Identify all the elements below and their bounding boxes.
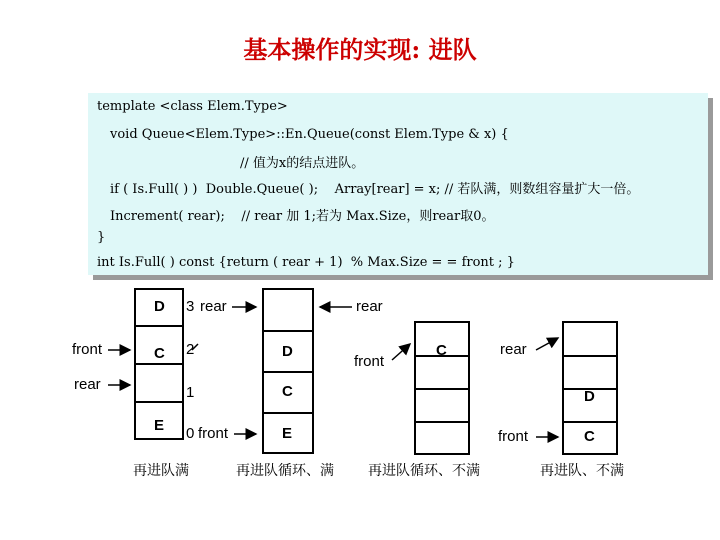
code-line-4: if ( Is.Full( ) ) Double.Queue( ); Array[rear] = x; // 若队满，则数组容量扩大一倍。 [110,182,640,197]
code-line-6: } [97,230,106,245]
queue4-front-label: front [498,428,529,445]
queue1-front-label: front [72,341,103,358]
queue4-value-1: D [584,388,595,405]
queue2-rear-label: rear [356,298,383,315]
queue1-index-3: 3 [186,298,195,315]
code-line-5: Increment( rear); // rear 加 1;若为 Max.Size，则rear取0。 [110,209,495,224]
queue1-index2-arrow [192,344,198,350]
queue3-front-arrow [392,344,410,360]
queue2-value-2: D [282,343,293,360]
queue1-rear-label: rear [200,298,227,315]
code-line-3: // 值为x的结点进队。 [240,156,365,171]
queue1-index-0: 0 [186,425,195,442]
page-title: 基本操作的实现: 进队 [243,35,477,64]
caption-3: 再进队循环、不满 [368,463,480,479]
caption-2: 再进队循环、满 [236,463,334,479]
code-line-7: int Is.Full( ) const {return ( rear + 1) % Max.Size = = front ; } [97,255,515,270]
caption-1: 再进队满 [133,463,189,479]
queue1-rear-left-label: rear [74,376,101,393]
queue2-value-1: C [282,383,293,400]
queue1-value-0: E [154,417,165,434]
code-line-2: void Queue<Elem.Type>::En.Queue(const Elem.Type & x) { [110,127,509,142]
queue2-value-0: E [282,425,293,442]
queue4-value-0: C [584,428,595,445]
queue1-front-bottom-label: front [198,425,229,442]
queue4-rear-arrow [536,338,558,350]
queue1-index-1: 1 [186,384,195,401]
queue1-value-3: D [154,298,165,315]
queue3-value-3: C [436,342,447,359]
caption-4: 再进队、不满 [540,463,624,479]
queue1-index-2: 2 [186,341,195,358]
queue1-value-2: C [154,345,165,362]
queue4-rear-label: rear [500,341,527,358]
queue3-front-label: front [354,353,385,370]
code-line-1: template <class Elem.Type> [97,99,288,114]
